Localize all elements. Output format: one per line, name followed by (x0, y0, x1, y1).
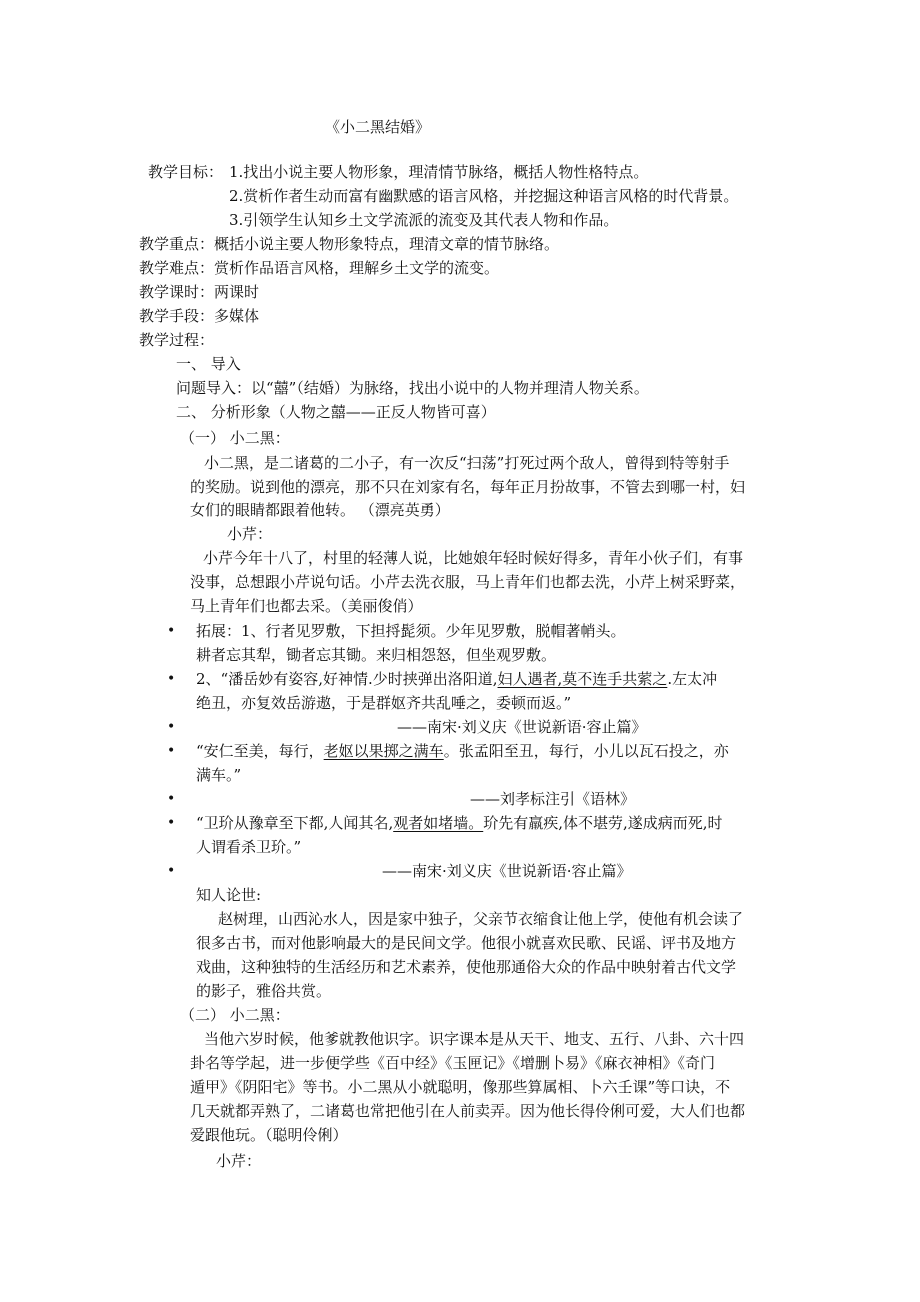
author-label: 知人论世: (196, 886, 262, 904)
bullet-2: • (167, 671, 176, 687)
xiaoqin-line-3: 马上青年们也都去采。（美丽俊俏） (190, 597, 423, 615)
part-2-xiaoqin-label: 小芹： (216, 1152, 262, 1170)
section-1-text: 问题导入：以“囍”（结婚）为脉络，找出小说中的人物并理清人物关系。 (176, 379, 649, 397)
part-1-heading: （一） 小二黑： (180, 429, 290, 447)
extension-item-1: 拓展：1、行者见罗敷，下担捋髭须。少年见罗敷，脱帽著帩头。 (196, 622, 626, 640)
source-1: ——南宋·刘义庆《世说新语·容止篇》 (397, 718, 647, 736)
item-2-pre: 2、“潘岳妙有姿容,好神情.少时挟弹出洛阳道, (196, 670, 498, 688)
page-title: 《小二黑结婚》 (325, 118, 431, 136)
key-point: 教学重点：概括小说主要人物形象特点，理清文章的情节脉络。 (139, 235, 560, 253)
section-2-heading: 二、 分析形象（人物之囍——正反人物皆可喜） (176, 403, 496, 421)
source-3: ——南宋·刘义庆《世说新语·容止篇》 (382, 862, 632, 880)
extension-item-4-cont: 人谓看杀卫玠。” (196, 838, 302, 856)
objective-1: 1.找出小说主要人物形象，理清情节脉络，概括人物性格特点。 (229, 163, 649, 181)
bullet-3: • (167, 719, 176, 735)
extension-item-2-cont: 绝丑，亦复效岳游遨，于是群妪齐共乱唾之，委顿而返。” (196, 694, 572, 712)
item-3-underline: 老妪以果掷之满车 (323, 742, 444, 760)
extension-item-1-cont: 耕者忘其犁，锄者忘其锄。来归相怨怒，但坐观罗敷。 (196, 646, 557, 664)
class-hours: 教学课时：两课时 (139, 283, 260, 301)
part-2-heading: （二） 小二黑： (180, 1006, 290, 1024)
source-2: ——刘孝标注引《语林》 (470, 790, 636, 808)
item-3-pre: “安仁至美，每行， (196, 742, 324, 760)
bullet-5: • (167, 791, 176, 807)
item-4-pre: “卫玠从豫章至下都,人闻其名, (196, 814, 394, 832)
extension-item-3-cont: 满车。” (196, 766, 242, 784)
item-3-post: 。张孟阳至丑，每行，小儿以瓦石投之，亦 (443, 742, 729, 760)
bullet-7: • (167, 863, 176, 879)
author-line-2: 很多古书，而对他影响最大的是民间文学。他很小就喜欢民歌、民谣、评书及地方 (196, 934, 737, 952)
xiaoerhei-line-3: 女们的眼睛都跟着他转。 （漂亮英勇） (190, 501, 450, 519)
extension-item-2 (196, 668, 717, 690)
item-4-post: 玠先有羸疾,体不堪劳,遂成病而死,时 (483, 814, 723, 832)
xiaoqin-line-1: 小芹今年十八了，村里的轻薄人说，比她娘年轻时候好得多，青年小伙子们，有事 (203, 549, 744, 567)
objective-3: 3.引领学生认知乡土文学流派的流变及其代表人物和作品。 (229, 211, 619, 229)
bullet-6: • (167, 815, 176, 831)
part-2-line-4: 几天就都弄熟了，二诸葛也常把他引在人前卖弄。因为他长得伶俐可爱，大人们也都 (190, 1102, 746, 1120)
xiaoqin-label: 小芹： (227, 525, 273, 543)
item-2-underline: 妇人遇者,莫不连手共萦之 (497, 670, 668, 688)
extension-item-3 (196, 740, 729, 762)
difficulty: 教学难点：赏析作品语言风格，理解乡土文学的流变。 (139, 259, 500, 277)
author-line-1: 赵树理，山西沁水人，因是家中独子，父亲节衣缩食让他上学，使他有机会读了 (218, 910, 744, 928)
section-1-heading: 一、 导入 (176, 355, 241, 373)
item-4-underline: 观者如堵墙。 (393, 814, 484, 832)
author-line-3: 戏曲，这种独特的生活经历和艺术素养，使他那通俗大众的作品中映射着古代文学 (196, 958, 737, 976)
objective-2: 2.赏析作者生动而富有幽默感的语言风格，并挖掘这种语言风格的时代背景。 (229, 187, 739, 205)
author-line-4: 的影子，雅俗共赏。 (196, 982, 332, 1000)
part-2-line-3: 遁甲》《阴阳宅》等书。小二黑从小就聪明，像那些算属相、卜六壬课”等口诀，不 (190, 1078, 731, 1096)
teaching-means: 教学手段：多媒体 (139, 307, 260, 325)
part-2-line-5: 爱跟他玩。（聪明伶俐） (190, 1126, 348, 1144)
xiaoerhei-line-1: 小二黑，是二诸葛的二小子，有一次反“扫荡”打死过两个敌人，曾得到特等射手 (204, 454, 730, 472)
item-2-post: .左太冲 (667, 670, 718, 688)
objectives-label: 教学目标： (148, 163, 224, 181)
xiaoerhei-line-2: 的奖励。说到他的漂亮，那不只在刘家有名，每年正月扮故事，不管去到哪一村，妇 (190, 478, 746, 496)
part-2-line-2: 卦名等学起，进一步便学些《百中经》《玉匣记》《增删卜易》《麻衣神相》《奇门 (190, 1054, 716, 1072)
part-2-line-1: 当他六岁时候，他爹就教他识字。识字课本是从天干、地支、五行、八卦、六十四 (204, 1030, 745, 1048)
xiaoqin-line-2: 没事，总想跟小芹说句话。小芹去洗衣服，马上青年们也都去洗，小芹上树采野菜， (190, 573, 746, 591)
bullet-4: • (167, 743, 176, 759)
bullet-1: • (167, 623, 176, 639)
process-label: 教学过程： (139, 331, 215, 349)
extension-item-4 (196, 812, 723, 834)
